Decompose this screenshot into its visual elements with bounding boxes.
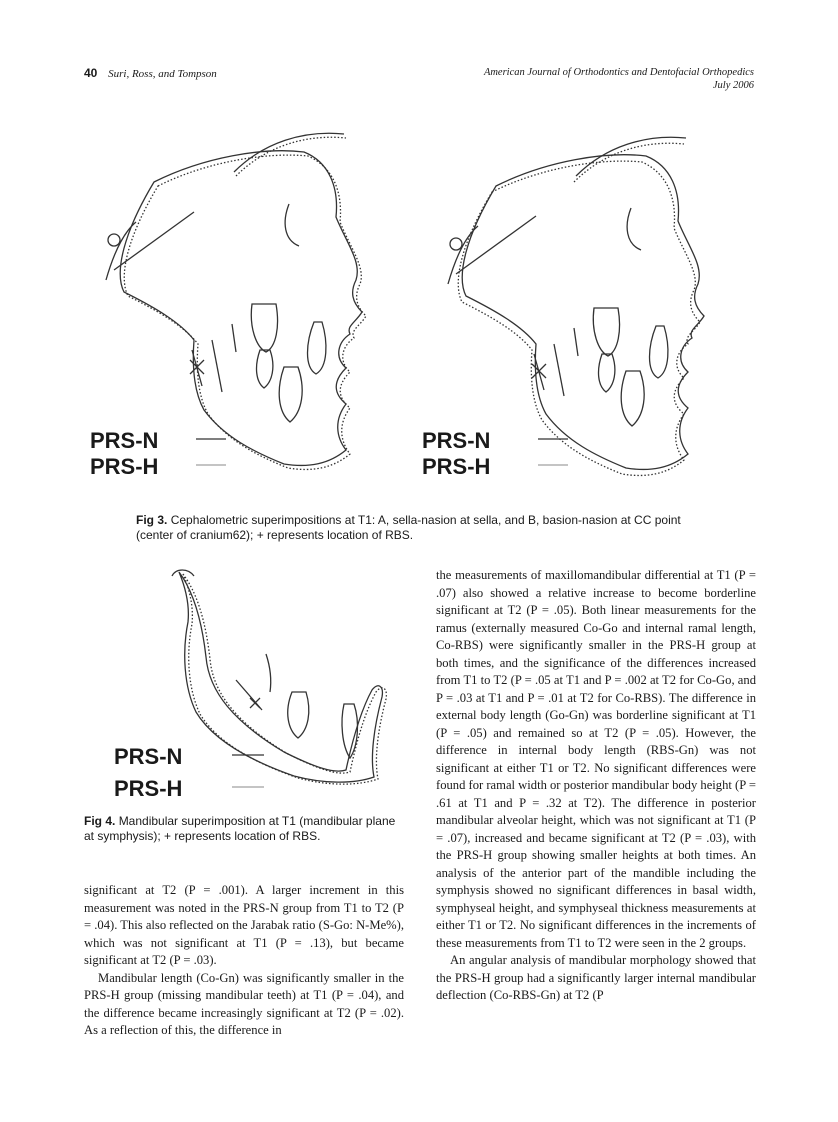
- fig3a-legend-solid: PRS-N: [90, 428, 159, 453]
- fig3b-legend-solid: PRS-N: [422, 428, 491, 453]
- condyle: [172, 570, 194, 576]
- fig4-legend-dotted: PRS-H: [114, 776, 183, 801]
- figure-4-caption: [84, 814, 404, 844]
- maxilla-tooth-lower: [257, 350, 273, 388]
- ramus-line: [212, 340, 222, 392]
- orbit-curve: [627, 208, 641, 250]
- figure-4-caption-text: Mandibular superimposition at T1 (mandibular plane at symphysis); + represents location of RBS.: [84, 814, 396, 843]
- ramus-line: [266, 654, 271, 692]
- body-left-column: [84, 882, 404, 1040]
- figure-3: [84, 112, 754, 502]
- maxilla-tooth-lower: [599, 354, 615, 392]
- ramus-tick: [232, 324, 236, 352]
- mandible-outline-solid: [179, 572, 382, 782]
- figure-4-tracing: [84, 562, 414, 812]
- mandibular-tooth: [621, 371, 644, 426]
- ramus-tick: [574, 328, 578, 356]
- ear-rod: [450, 238, 462, 250]
- body-right-column: [436, 567, 756, 1005]
- figure-3-tracings: [84, 112, 754, 502]
- skull-outline-solid: [120, 151, 362, 466]
- skull-outline-solid: [462, 155, 704, 470]
- molar: [288, 692, 309, 738]
- orbit-curve: [285, 204, 299, 246]
- figure-3-caption: [136, 513, 716, 543]
- running-header-authors: Suri, Ross, and Tompson: [108, 68, 217, 80]
- body-paragraph: the measurements of maxillomandibular differential at T1 (P = .07) also showed a relative increase to become borderline significant at T2 (P = .05). Both linear measurements for the ramus (externally measured Co-Go and internal ramal length, Co-RBS) were significantly smaller in the PRS-H group at both times, and the significance of the differences increased from T1 to T2 (P = .05 at T1 and P = .002 at T2 for Co-Go, and P = .03 at T1 and P = .01 at T2 for Co-RBS). The difference in external body length (Go-Gn) was borderline significant at T1 (P = .05) and remained so at T2 (P = .05). However, the difference in internal body length (RBS-Gn) was not significant at either T1 or T2. No significant differences were found for ramal width or posterior mandibular body height (P = .61 at T1 and P = .32 at T2). The difference in posterior mandibular alveolar height, which was not significant at T1 (P = .07), increased and became significant at T2 (P = .03), with the PRS-H group showing smaller heights at both times. An analysis of the anterior part of the mandible including the symphysis showed no significant differences in basal width, symphyseal height, and symphyseal thickness measurements at either T1 or T2. No significant differences in the increments of these measurements from T1 to T2 were seen in the 2 groups.: [436, 568, 757, 950]
- maxilla-tooth-upper: [251, 304, 277, 352]
- mandible-outline-dotted: [183, 574, 386, 784]
- incisor: [650, 326, 668, 378]
- sn-line: [106, 222, 136, 280]
- fig3b-legend-dotted: PRS-H: [422, 454, 491, 479]
- figure-4: [84, 562, 414, 812]
- figure-4-caption-label: Fig 4.: [84, 814, 116, 828]
- maxilla-tooth-upper: [593, 308, 619, 356]
- mandibular-tooth: [279, 367, 302, 422]
- ramus-line: [554, 344, 564, 396]
- body-paragraph: An angular analysis of mandibular morphology showed that the PRS-H group had a significantly larger internal mandibular deflection (Co-RBS-Gn) at T2 (P: [436, 953, 756, 1002]
- running-header-left: [84, 66, 217, 80]
- issue-date: July 2006: [712, 80, 754, 91]
- fig4-legend-solid: PRS-N: [114, 744, 183, 769]
- journal-name: American Journal of Orthodontics and Dentofacial Orthopedics: [483, 67, 754, 78]
- rbs-marker: [532, 354, 546, 390]
- skull-outline-dotted: [458, 161, 700, 475]
- body-paragraph: significant at T2 (P = .001). A larger increment in this measurement was noted in the PRS-N group from T1 to T2 (P = .04). This also reflected on the Jarabak ratio (S-Go: N-Me%), which was not significant at T1 (P = .13), but became significant at T2 (P = .03).: [84, 883, 404, 967]
- mandible-tracing: [172, 570, 386, 787]
- page-number: 40: [84, 66, 98, 80]
- figure-3-caption-text: Cephalometric superimpositions at T1: A, sella-nasion at sella, and B, basion-nasion at CC point (center of cranium62); + represents location of RBS.: [136, 513, 681, 542]
- rbs-marker: [190, 350, 204, 386]
- rbs-marker: [250, 698, 260, 708]
- running-header-right: [484, 66, 754, 92]
- ear-rod: [108, 234, 120, 246]
- incisor: [308, 322, 326, 374]
- figure-3-caption-label: Fig 3.: [136, 513, 168, 527]
- fig3a-legend-dotted: PRS-H: [90, 454, 159, 479]
- figure-3-panel-a: [106, 133, 366, 469]
- figure-3-panel-b: [448, 137, 704, 475]
- body-paragraph: Mandibular length (Co-Gn) was significantly smaller in the PRS-H group (missing mandibular teeth) at T1 (P = .04), and the difference became increasingly significant at T2 (P = .02). As a reflection of this, the difference in: [84, 970, 404, 1037]
